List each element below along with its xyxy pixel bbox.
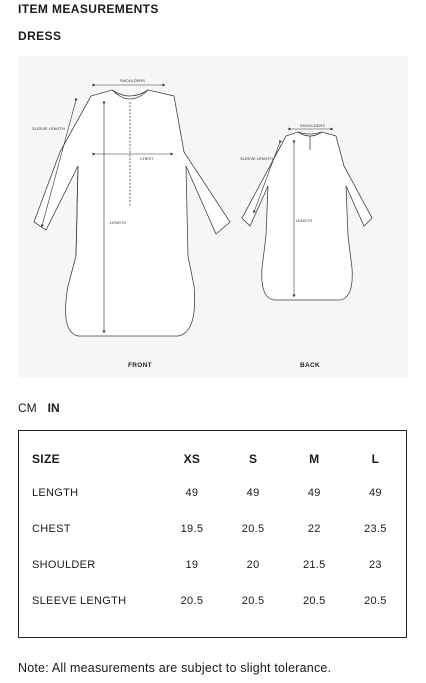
table-cell: 20.5 [180,595,204,607]
back-view-label: BACK [300,362,320,369]
back-sleeve-length-annotation: SLEEVE LENGTH [240,156,273,161]
table-cell: 49 [185,487,199,499]
front-sleeve-length-annotation: SLEEVE LENGTH [32,126,65,131]
front-shoulders-annotation: SHOULDERS [120,78,145,83]
size-table-container [18,430,407,638]
unit-toggle [18,401,60,415]
header-xs: XS [183,452,201,466]
table-row [19,475,406,511]
table-row [19,583,406,619]
table-cell: 49 [368,487,382,499]
row-label: CHEST [32,523,71,535]
table-cell: 20 [246,559,260,571]
unit-option-in[interactable]: IN [47,401,60,415]
front-chest-annotation: CHEST [140,156,154,161]
table-cell: 21.5 [302,559,326,571]
header-m: M [309,452,320,466]
measurement-diagram [18,56,408,378]
table-cell: 20.5 [241,523,265,535]
header-size: SIZE [32,452,60,466]
table-cell: 23 [368,559,382,571]
front-length-annotation: LENGTH [110,220,127,225]
table-row [19,511,406,547]
row-label: SLEEVE LENGTH [32,595,127,607]
back-shoulders-annotation: SHOULDERS [300,123,325,128]
table-cell: 19 [185,559,199,571]
header-l: L [371,452,380,466]
table-cell: 20.5 [241,595,265,607]
table-row [19,547,406,583]
table-cell: 49 [246,487,260,499]
table-cell: 22 [307,523,321,535]
table-cell: 20.5 [302,595,326,607]
table-cell: 23.5 [364,523,387,535]
row-label: SHOULDER [32,559,96,571]
table-cell: 19.5 [180,523,204,535]
table-cell: 49 [307,487,321,499]
dress-illustration [18,56,408,378]
product-type-heading: DRESS [18,29,62,43]
tolerance-note: Note: All measurements are subject to slight tolerance. [18,661,332,675]
back-length-annotation: LENGTH [296,218,313,223]
table-cell: 20.5 [364,595,387,607]
page-title: ITEM MEASUREMENTS [18,2,159,16]
unit-option-cm[interactable]: CM [18,401,37,415]
front-view-label: FRONT [128,362,152,369]
header-s: S [248,452,258,466]
table-header-row [19,449,406,475]
size-table [19,449,406,619]
row-label: LENGTH [32,487,79,499]
